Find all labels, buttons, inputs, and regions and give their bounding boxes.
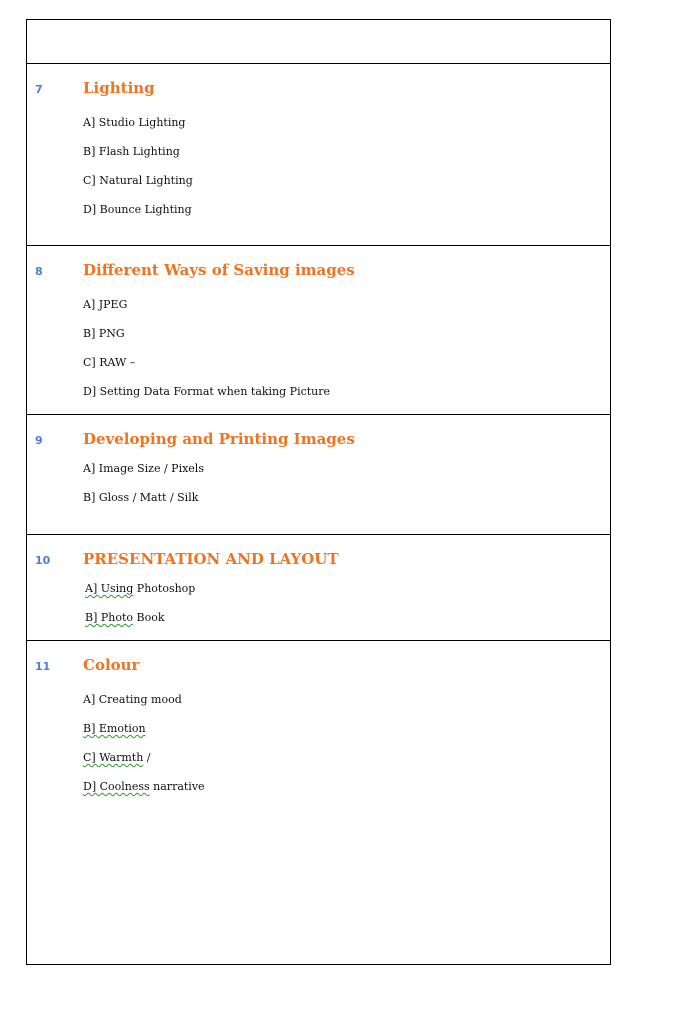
section-row-11 [27,640,610,966]
list-item: C] Natural Lighting [83,174,193,187]
section-number: 8 [35,265,43,278]
document-table [26,19,611,965]
section-title: PRESENTATION AND LAYOUT [83,550,339,568]
list-item: A] Studio Lighting [83,116,186,129]
item-text: Photoshop [133,582,196,595]
list-item: B] Gloss / Matt / Silk [83,491,199,504]
list-item [83,693,205,722]
list-item [85,611,195,640]
item-text: / [143,751,151,764]
list-item: A] Image Size / Pixels [83,462,204,475]
list-item [83,722,205,751]
list-item: A] JPEG [83,298,128,311]
section-items [83,693,205,809]
section-items [83,462,204,520]
list-item [85,582,195,611]
section-number: 7 [35,83,43,96]
section-row-10 [27,534,610,641]
spellcheck-marked-text: D] Coolness [83,780,150,793]
list-item [83,751,205,780]
section-row-8 [27,245,610,415]
list-item: D] Setting Data Format when taking Picture [83,385,331,398]
spellcheck-marked-text: A] Using [85,582,134,595]
list-item [83,780,205,809]
item-text: narrative [149,780,205,793]
spellcheck-marked-text: C] Warmth [83,751,144,764]
section-title: Different Ways of Saving images [83,261,355,279]
item-text: A] Creating mood [83,693,182,706]
section-row-9 [27,414,610,535]
spellcheck-marked-text: B] Emotion [83,722,146,735]
list-item: C] RAW – [83,356,136,369]
list-item: B] PNG [83,327,125,340]
section-title: Lighting [83,79,155,97]
section-number: 10 [35,554,51,567]
section-row-7 [27,63,610,246]
section-items [85,582,195,640]
list-item: D] Bounce Lighting [83,203,192,216]
spellcheck-marked-text: B] Photo [85,611,134,624]
section-items [83,298,330,414]
list-item: B] Flash Lighting [83,145,180,158]
item-text: Book [133,611,165,624]
section-title: Developing and Printing Images [83,430,355,448]
section-number: 9 [35,434,43,447]
section-title: Colour [83,656,140,674]
section-items [83,116,193,232]
section-number: 11 [35,660,51,673]
